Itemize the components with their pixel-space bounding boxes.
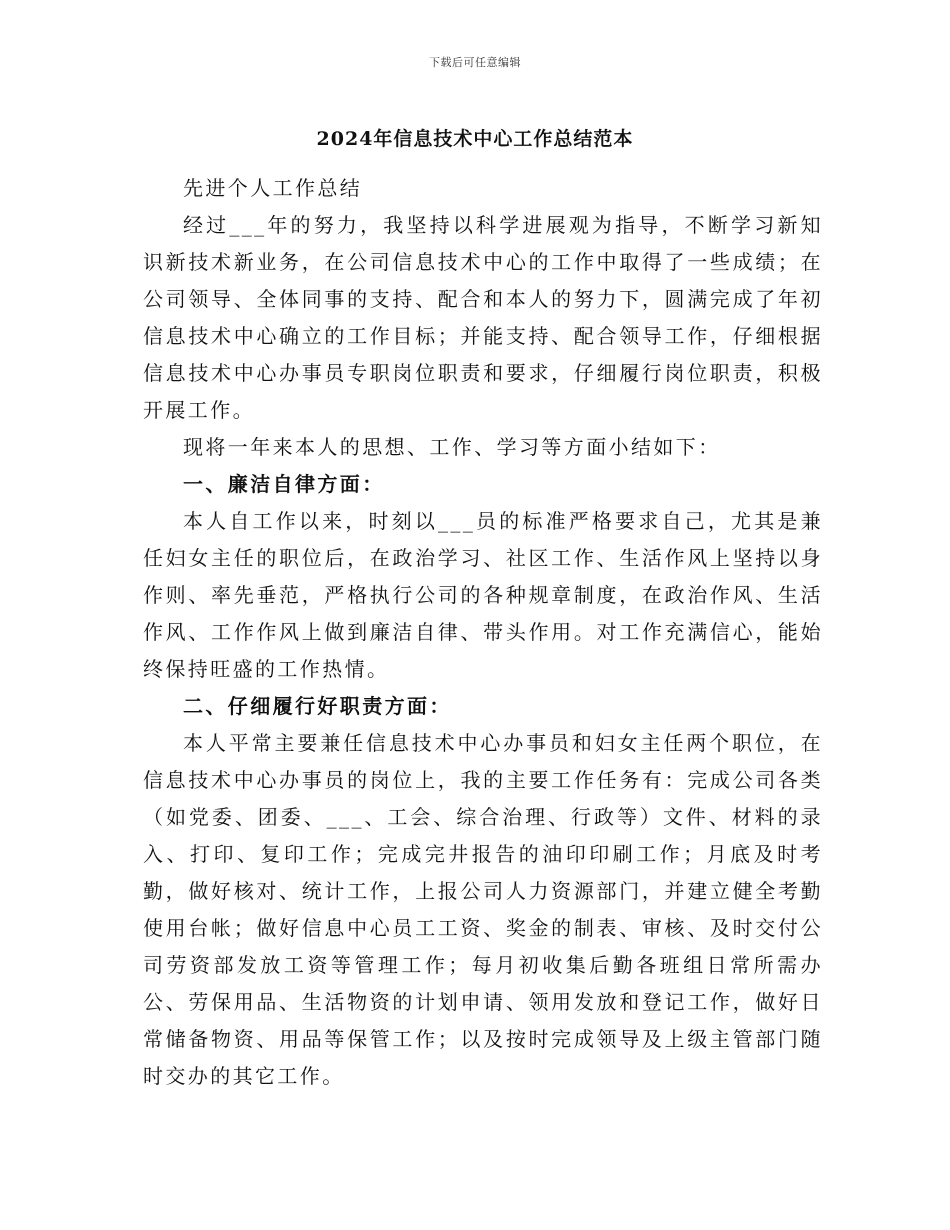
paragraph-duties: 本人平常主要兼任信息技术中心办事员和妇女主任两个职位，在信息技术中心办事员的岗位上，我的主要工作任务有：完成公司各类（如党委、团委、___、工会、综合治理、行政等）文件、材料的录入、打印、复印工作；完成完井报告的油印印刷工作；月底及时考勤，做好核对、统计工作，上报公司人力资源部门，并建立健全考勤使用台帐；做好信息中心员工工资、奖金的制表、审核、及时交付公司劳资部发放工资等管理工作；每月初收集后勤各班组日常所需办公、劳保用品、生活物资的计划申请、领用发放和登记工作，做好日常储备物资、用品等保管工作；以及按时完成领导及上级主管部门随时交办的其它工作。 (143, 731, 823, 1088)
document-body (143, 170, 823, 1095)
document-title: 2024年信息技术中心工作总结范本 (316, 128, 634, 150)
heading-duties: 二、仔细履行好职责方面： (183, 694, 452, 718)
paragraph-summary-lead: 现将一年来本人的思想、工作、学习等方面小结如下： (183, 435, 721, 459)
paragraph-intro: 经过___年的努力，我坚持以科学进展观为指导，不断学习新知识新技术新业务，在公司信息技术中心的工作中取得了一些成绩；在公司领导、全体同事的支持、配合和本人的努力下，圆满完成了年初信息技术中心确立的工作目标；并能支持、配合领导工作，仔细根据信息技术中心办事员专职岗位职责和要求，仔细履行岗位职责，积极开展工作。 (143, 213, 823, 422)
heading-integrity: 一、廉洁自律方面： (183, 472, 385, 496)
paragraph-section-label: 先进个人工作总结 (183, 176, 363, 200)
paragraph-integrity: 本人自工作以来，时刻以___员的标准严格要求自己，尤其是兼任妇女主任的职位后，在政治学习、社区工作、生活作风上坚持以身作则、率先垂范，严格执行公司的各种规章制度，在政治作风、生活作风、工作作风上做到廉洁自律、带头作用。对工作充满信心，能始终保持旺盛的工作热情。 (143, 509, 823, 681)
header-note: 下载后可任意编辑 (429, 56, 521, 69)
